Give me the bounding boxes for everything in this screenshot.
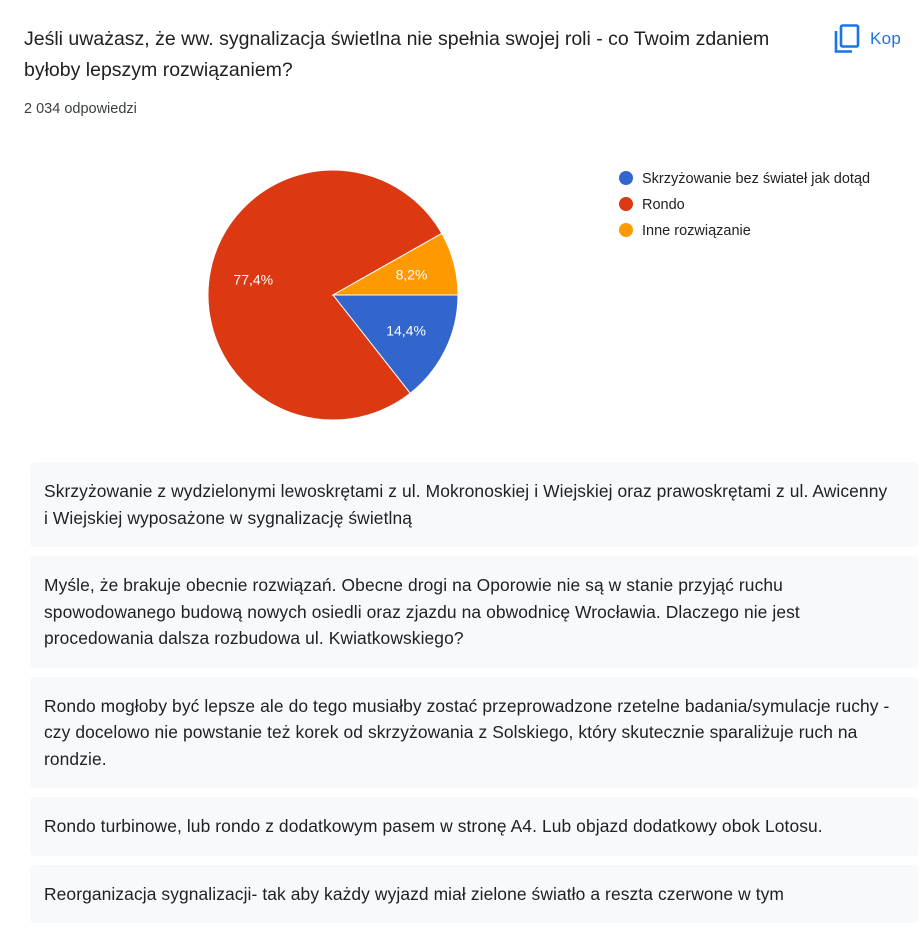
legend-swatch [619, 223, 633, 237]
legend-label: Inne rozwiązanie [642, 223, 751, 239]
response-item: Reorganizacja sygnalizacji- tak aby każdy wyjazd miał zielone światło a reszta czerwone w tym [30, 865, 918, 924]
response-item: Myśle, że brakuje obecnie rozwiązań. Obecne drogi na Oporowie nie są w stanie przyjąć ruchu spowodowanego budową nowych osiedli oraz zjazdu na obwodnicę Wrocławia. Dlaczego nie jest procedowania dalsza rozbudowa ul. Kwiatkowskiego? [30, 556, 918, 668]
copy-label: Kop [870, 29, 902, 48]
question-title: Jeśli uważasz, że ww. sygnalizacja świetlna nie spełnia swojej roli - co Twoim zdaniem byłoby lepszym rozwiązaniem? [24, 28, 770, 81]
legend-swatch [619, 197, 633, 211]
copy-chart-button[interactable] [834, 24, 901, 54]
responses-list [30, 462, 918, 932]
response-count: 2 034 odpowiedzi [24, 101, 137, 117]
legend-label: Rondo [642, 197, 685, 213]
slice-label: 77,4% [233, 271, 274, 288]
response-item: Skrzyżowanie z wydzielonymi lewoskrętami z ul. Mokronoskiej i Wiejskiej oraz prawoskrętami z ul. Awicenny i Wiejskiej wyposażone w sygnalizację świetlną [30, 462, 918, 547]
copy-icon [834, 24, 860, 54]
response-item: Rondo mogłoby być lepsze ale do tego musiałby zostać przeprowadzone rzetelne badania/symulacje ruchy - czy docelowo nie powstanie też korek od skrzyżowania z Solskiego, który skutecznie sparaliżuje ruch na rondzie. [30, 677, 918, 789]
slice-label: 8,2% [395, 266, 428, 283]
response-item: Rondo turbinowe, lub rondo z dodatkowym pasem w stronę A4. Lub objazd dodatkowy obok Lotosu. [30, 797, 918, 856]
legend-swatch [619, 171, 633, 185]
pie-chart [0, 140, 920, 450]
slice-label: 14,4% [386, 322, 426, 339]
legend-label: Skrzyżowanie bez świateł jak dotąd [642, 171, 871, 187]
